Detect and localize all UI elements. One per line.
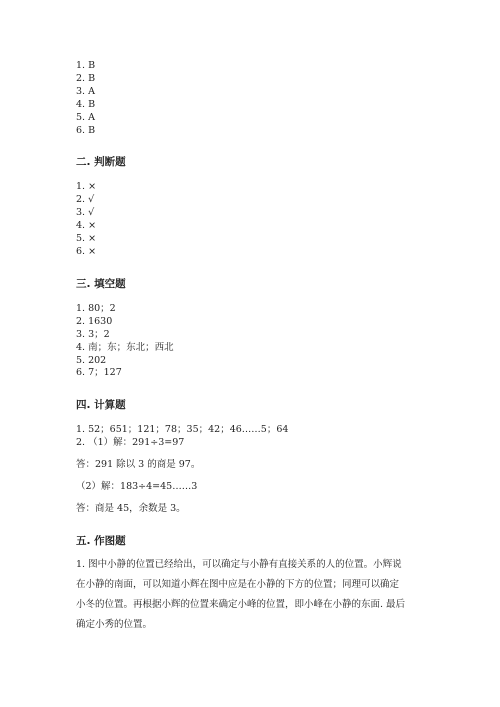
answer-line: 1. 80；2 xyxy=(76,302,116,314)
judgment-answers xyxy=(76,181,436,258)
answer-statement: 答：291 除以 3 的商是 97。 xyxy=(76,459,201,471)
answer-line: 2. B xyxy=(76,72,96,84)
answer-line: 2. √ xyxy=(76,194,95,206)
answer-line: 4. × xyxy=(76,220,97,232)
choice-answers xyxy=(76,60,436,137)
section-heading-drawing: 五. 作图题 xyxy=(76,534,126,547)
answer-line: 2. （1）解：291÷3=97 xyxy=(76,437,185,449)
paragraph-line: 确定小秀的位置。 xyxy=(76,618,153,630)
answer-line: 2. 1630 xyxy=(76,315,113,327)
answer-line: 1. × xyxy=(76,181,97,193)
paragraph-line: 1. 图中小静的位置已经给出，可以确定与小静有直接关系的人的位置。小辉说 xyxy=(76,558,402,570)
answer-line: 3. √ xyxy=(76,207,95,219)
section-heading-judgment: 二. 判断题 xyxy=(76,156,126,169)
answer-content xyxy=(76,60,436,635)
answer-line: 3. 3；2 xyxy=(76,328,110,340)
paragraph-line: 小冬的位置。再根据小辉的位置来确定小峰的位置，即小峰在小静的东面. 最后 xyxy=(76,598,406,610)
answer-line: 5. A xyxy=(76,111,95,123)
section-heading-fill-in: 三. 填空题 xyxy=(76,277,126,290)
answer-line: 6. 7；127 xyxy=(76,367,122,379)
fill-in-answers xyxy=(76,303,436,380)
drawing-answer xyxy=(76,555,436,635)
answer-line: 3. A xyxy=(76,85,95,97)
paragraph-line: 在小静的南面，可以知道小辉在图中应是在小静的下方的位置；同理可以确定 xyxy=(76,578,400,590)
answer-line: 1. B xyxy=(76,60,96,71)
answer-line: 4. B xyxy=(76,98,96,110)
answer-line: 4. 南；东；东北；西北 xyxy=(76,341,174,353)
answer-line: 1. 52；651；121；78；35；42；46……5；64 xyxy=(76,424,289,436)
answer-line: 6. × xyxy=(76,245,97,257)
answer-line: 5. 202 xyxy=(76,354,107,366)
section-heading-calculation: 四. 计算题 xyxy=(76,399,126,412)
answer-line: 6. B xyxy=(76,124,96,136)
answer-line: （2）解：183÷4=45……3 xyxy=(76,481,198,493)
answer-statement: 答：商是 45，余数是 3。 xyxy=(76,502,186,514)
answer-line: 5. × xyxy=(76,233,97,245)
calculation-answers xyxy=(76,424,436,516)
